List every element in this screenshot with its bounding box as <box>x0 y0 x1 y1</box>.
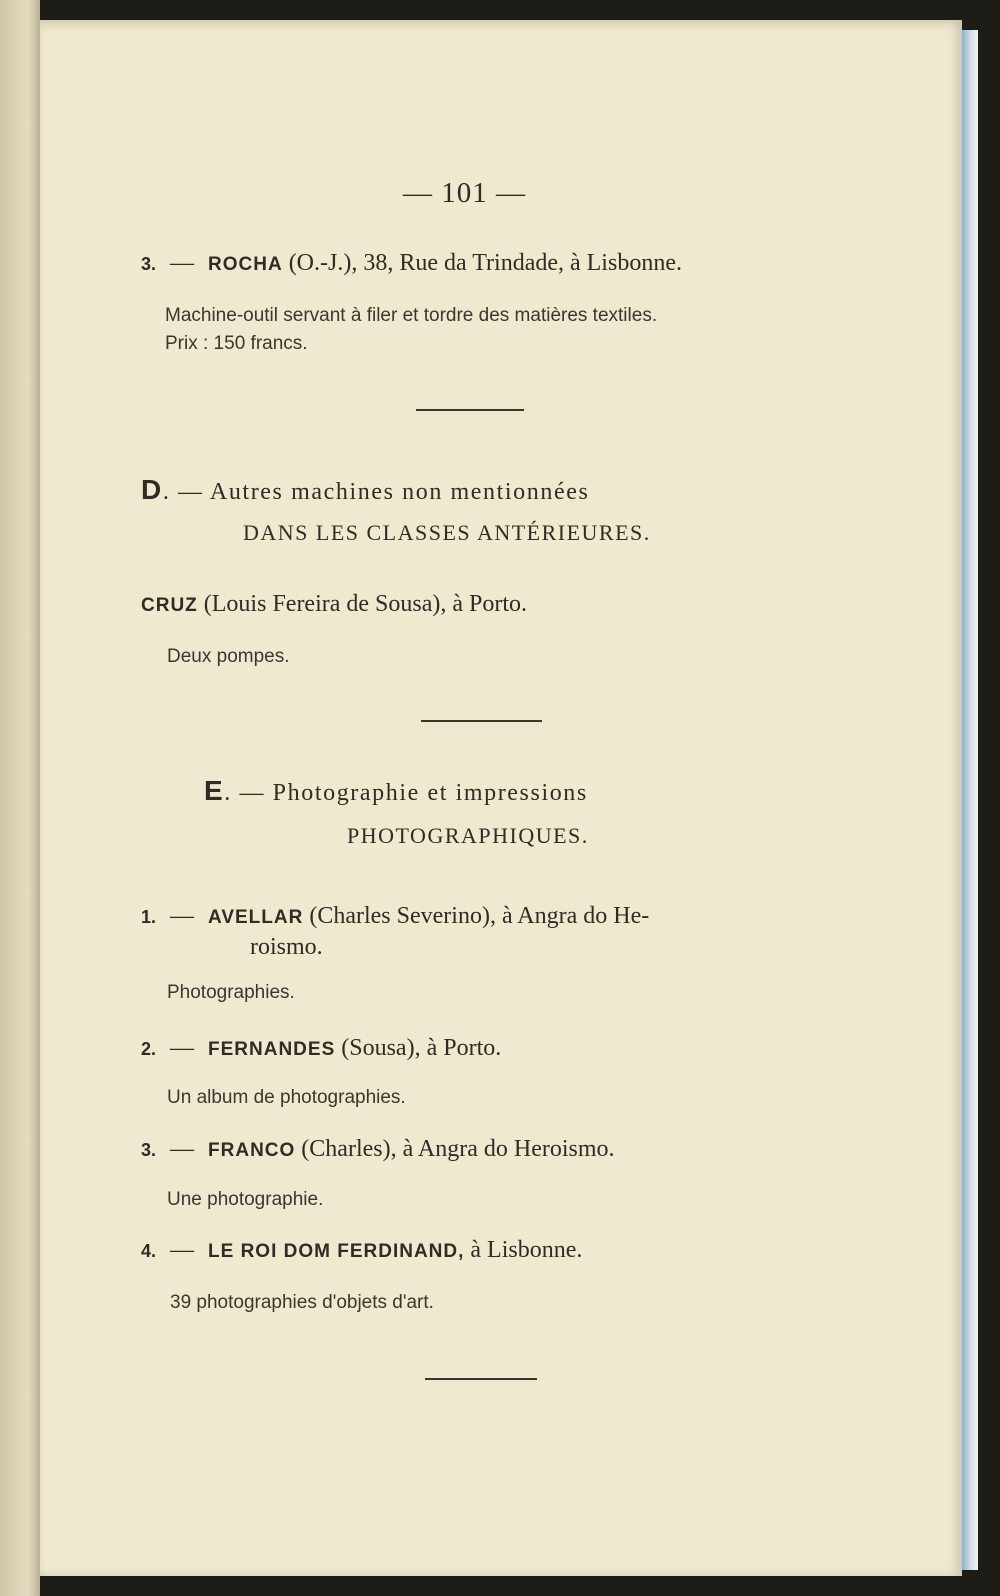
entry-le-roi <box>141 1237 582 1264</box>
exhibitor-name: CRUZ <box>141 595 198 616</box>
entry-description: Un album de photographies. <box>167 1087 406 1108</box>
page-number: — 101 — <box>403 177 526 209</box>
entry-rocha <box>141 250 682 277</box>
exhibitor-details: à Lisbonne. <box>470 1237 583 1263</box>
section-heading-e <box>204 775 588 807</box>
section-title-line2: DANS LES CLASSES ANTÉRIEURES. <box>243 520 651 545</box>
entry-price: Prix : 150 francs. <box>165 333 308 354</box>
section-letter: E <box>204 775 225 806</box>
entry-dash: — <box>170 250 195 276</box>
separator-rule <box>425 1378 537 1380</box>
exhibitor-details: (O.-J.), 38, Rue da Trindade, à Lisbonne. <box>288 250 682 276</box>
entry-franco <box>141 1136 615 1163</box>
left-page-edge <box>0 0 40 1596</box>
entry-number: 2. <box>141 1039 157 1059</box>
entry-description: Machine-outil servant à filer et tordre des matières textiles. <box>165 305 658 326</box>
exhibitor-name: FERNANDES <box>208 1039 336 1060</box>
separator-rule <box>421 720 542 722</box>
entry-dash: — <box>170 1237 195 1263</box>
exhibitor-name: FRANCO <box>208 1140 296 1161</box>
blue-page-edge <box>962 30 978 1570</box>
entry-continuation: roismo. <box>250 934 323 960</box>
exhibitor-name: LE ROI DOM FERDINAND, <box>208 1241 465 1262</box>
entry-cruz <box>141 591 527 618</box>
entry-number: 3. <box>141 1140 157 1160</box>
entry-dash: — <box>170 903 195 929</box>
entry-number: 1. <box>141 907 157 927</box>
exhibitor-details: (Sousa), à Porto. <box>341 1035 502 1061</box>
section-letter: D <box>141 474 163 505</box>
section-heading-d <box>141 474 589 506</box>
entry-description: Deux pompes. <box>167 646 290 667</box>
exhibitor-details: (Charles Severino), à Angra do He- <box>309 903 650 929</box>
entry-dash: — <box>170 1035 195 1061</box>
exhibitor-details: (Louis Fereira de Sousa), à Porto. <box>203 591 528 617</box>
section-title-line1: . — Autres machines non mentionnées <box>162 479 590 505</box>
exhibitor-name: ROCHA <box>208 254 283 275</box>
entry-description: Une photographie. <box>167 1189 324 1210</box>
exhibitor-details: (Charles), à Angra do Heroismo. <box>301 1136 615 1162</box>
entry-number: 4. <box>141 1241 157 1261</box>
entry-avellar <box>141 903 649 930</box>
entry-description: Photographies. <box>167 982 295 1003</box>
separator-rule <box>416 409 524 411</box>
section-title-line1: . — Photographie et impressions <box>224 780 588 806</box>
section-title-line2: PHOTOGRAPHIQUES. <box>347 823 589 848</box>
entry-description: 39 photographies d'objets d'art. <box>170 1292 434 1313</box>
entry-fernandes <box>141 1035 501 1062</box>
entry-number: 3. <box>141 254 157 274</box>
entry-dash: — <box>170 1136 195 1162</box>
exhibitor-name: AVELLAR <box>208 907 304 928</box>
